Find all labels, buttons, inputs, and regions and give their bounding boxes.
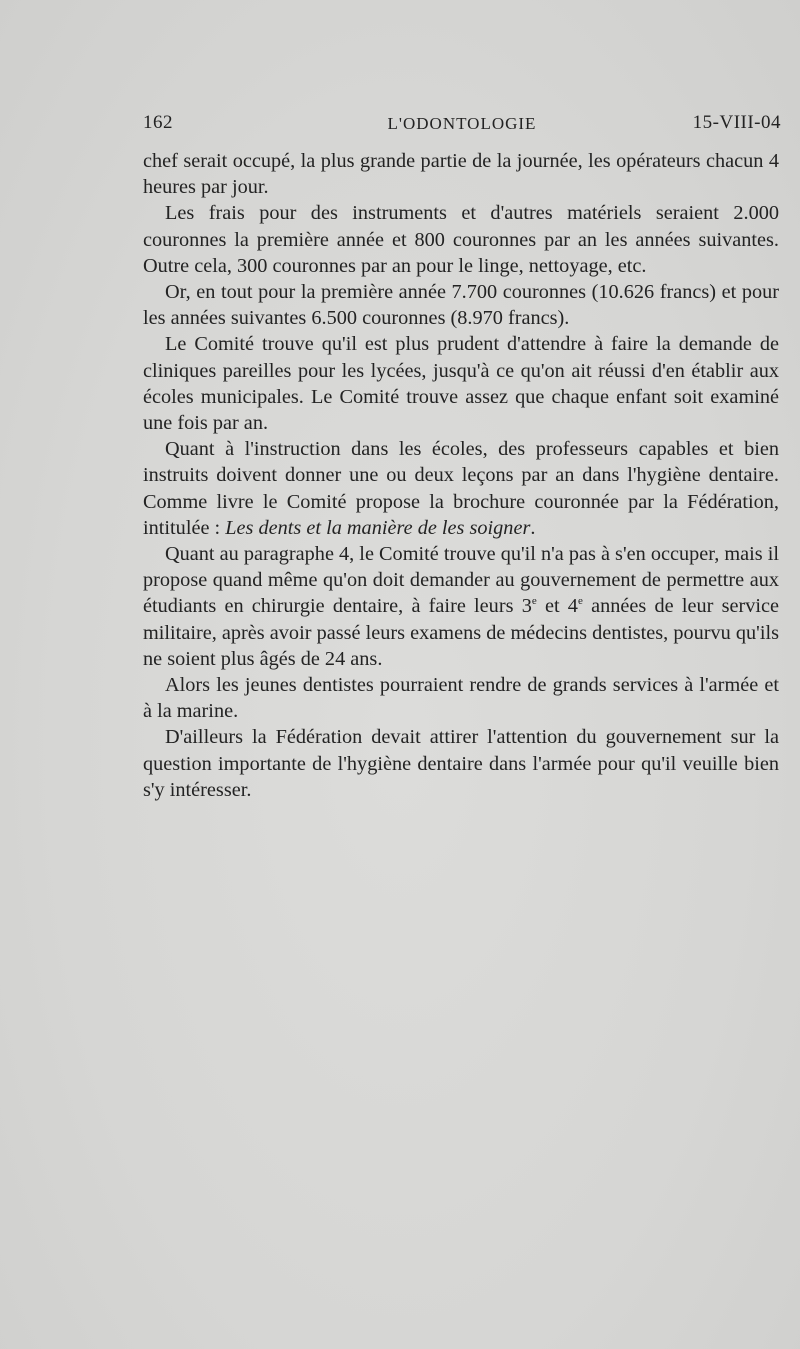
- paragraph: Alors les jeunes dentistes pourraient rendre de grands services à l'armée et à la marine.: [143, 674, 779, 723]
- paragraph: Or, en tout pour la première année 7.700 couronnes (10.626 francs) et pour les années suivantes 6.500 couronnes (8.970 francs).: [143, 281, 779, 330]
- paragraph-text: .: [530, 516, 536, 539]
- paragraph: chef serait occupé, la plus grande partie de la journée, les opérateurs chacun 4 heures par jour.: [143, 150, 779, 199]
- paragraph: Les frais pour des instruments et d'autres matériels seraient 2.000 couronnes la première année et 800 couronnes par an les années suivantes. Outre cela, 300 couronnes par an pour le linge, nettoyage, etc.: [143, 202, 779, 277]
- page-number: 162: [143, 112, 173, 133]
- issue-date: 15-VIII-04: [692, 112, 781, 133]
- paragraph-text: Quant à l'instruction dans les écoles, des professeurs capables et bien instruits doivent donner une ou deux leçons par an dans l'hygiène dentaire. Comme livre le Comité propose la brochure couronnée par la Fédération, intitulée :: [143, 438, 779, 539]
- paragraph-text: et 4: [536, 595, 578, 618]
- running-header: [143, 112, 781, 140]
- paragraph: [143, 541, 779, 672]
- paragraph-text: Quant au paragraphe 4, le Comité trouve qu'il n'a pas à s'en occuper, mais il propose quand même qu'on doit demander au gouvernement de permettre aux étudiants en chirurgie dentaire, à faire leurs 3: [143, 543, 779, 618]
- superscript: e: [577, 595, 583, 608]
- paragraph: Le Comité trouve qu'il est plus prudent d'attendre à faire la demande de cliniques pareilles pour les lycées, jusqu'à ce qu'on ait réussi d'en établir aux écoles municipales. Le Comité trouve assez que chaque enfant soit examiné une fois par an.: [143, 333, 779, 435]
- paragraph-text: années de leur service militaire, après avoir passé leurs examens de médecins dentistes, pourvu qu'ils ne soient plus âgés de 24 ans.: [143, 595, 780, 670]
- paragraph: D'ailleurs la Fédération devait attirer l'attention du gouvernement sur la question importante de l'hygiène dentaire dans l'armée pour qu'il veuille bien s'y intéresser.: [143, 726, 779, 801]
- brochure-title: Les dents et la manière de les soigner: [225, 516, 531, 539]
- journal-title: L'ODONTOLOGIE: [387, 114, 537, 133]
- body-text: [143, 148, 779, 803]
- superscript: e: [531, 595, 537, 608]
- paragraph: [143, 436, 779, 541]
